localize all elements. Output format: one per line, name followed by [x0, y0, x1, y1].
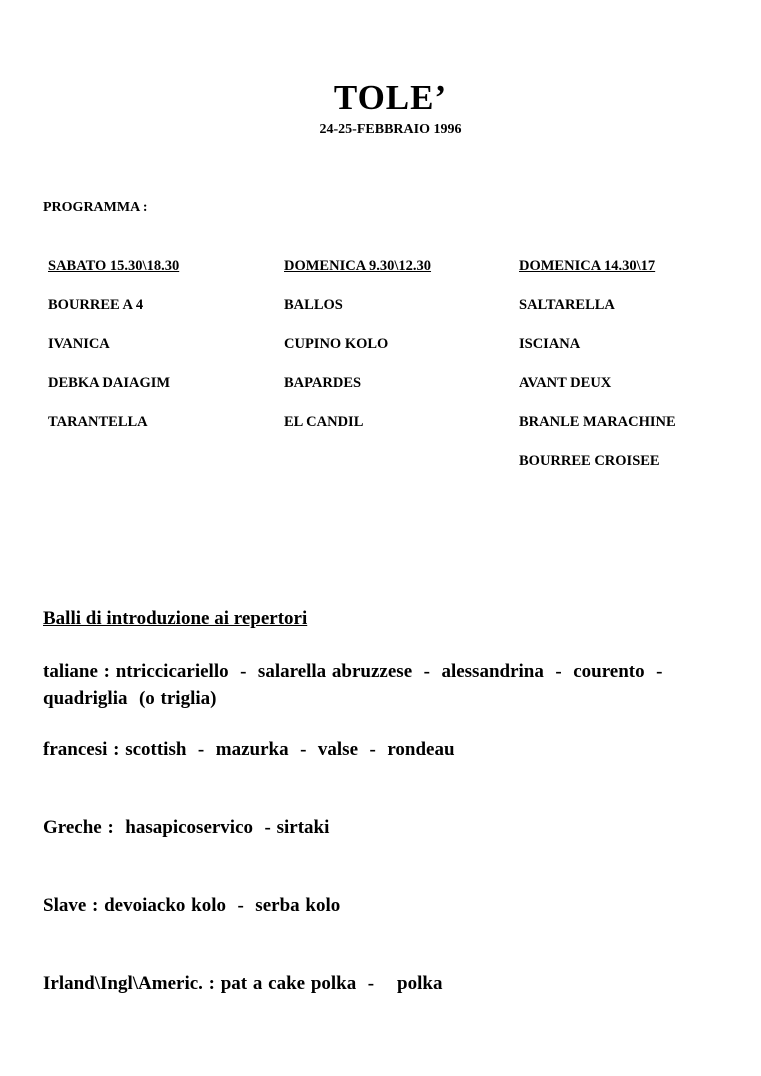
dance-item: EL CANDIL	[284, 414, 364, 430]
schedule-heading: DOMENICA 9.30\12.30	[284, 258, 432, 274]
schedule-column-sunday-morning	[284, 257, 431, 452]
intro-line-irish-english-american: Irland\Ingl\Americ. : pat a cake polka - polka	[43, 973, 443, 994]
dance-item: AVANT DEUX	[519, 375, 612, 391]
schedule-column-sunday-afternoon	[519, 257, 676, 491]
dance-item: DEBKA DAIAGIM	[48, 375, 171, 391]
schedule-heading: SABATO 15.30\18.30	[48, 258, 180, 274]
schedule-column-saturday	[48, 257, 179, 452]
dance-item: BAPARDES	[284, 375, 362, 391]
programma-label: PROGRAMMA :	[43, 200, 148, 215]
dance-item: BOURREE CROISEE	[519, 453, 660, 469]
dance-item: ISCIANA	[519, 336, 581, 352]
intro-line-slavic: Slave : devoiacko kolo - serba kolo	[43, 895, 341, 916]
dance-item: TARANTELLA	[48, 414, 148, 430]
intro-line-greek: Greche : hasapicoservico - sirtaki	[43, 817, 330, 838]
dance-item: BOURREE A 4	[48, 297, 144, 313]
dance-item: BALLOS	[284, 297, 343, 313]
page-title: TOLE’	[333, 78, 448, 117]
dance-item: CUPINO KOLO	[284, 336, 389, 352]
intro-section-title: Balli di introduzione ai repertori	[43, 608, 308, 629]
dance-item: IVANICA	[48, 336, 110, 352]
dance-item: BRANLE MARACHINE	[519, 414, 676, 430]
intro-line-italian: taliane : ntriccicariello - salarella abruzzese - alessandrina - courento - quadriglia (o triglia)	[43, 661, 674, 709]
schedule-heading: DOMENICA 14.30\17	[519, 258, 656, 274]
intro-line-french: francesi : scottish - mazurka - valse - rondeau	[43, 739, 455, 760]
dance-item: SALTARELLA	[519, 297, 615, 313]
event-date: 24-25-FEBBRAIO 1996	[319, 122, 462, 137]
